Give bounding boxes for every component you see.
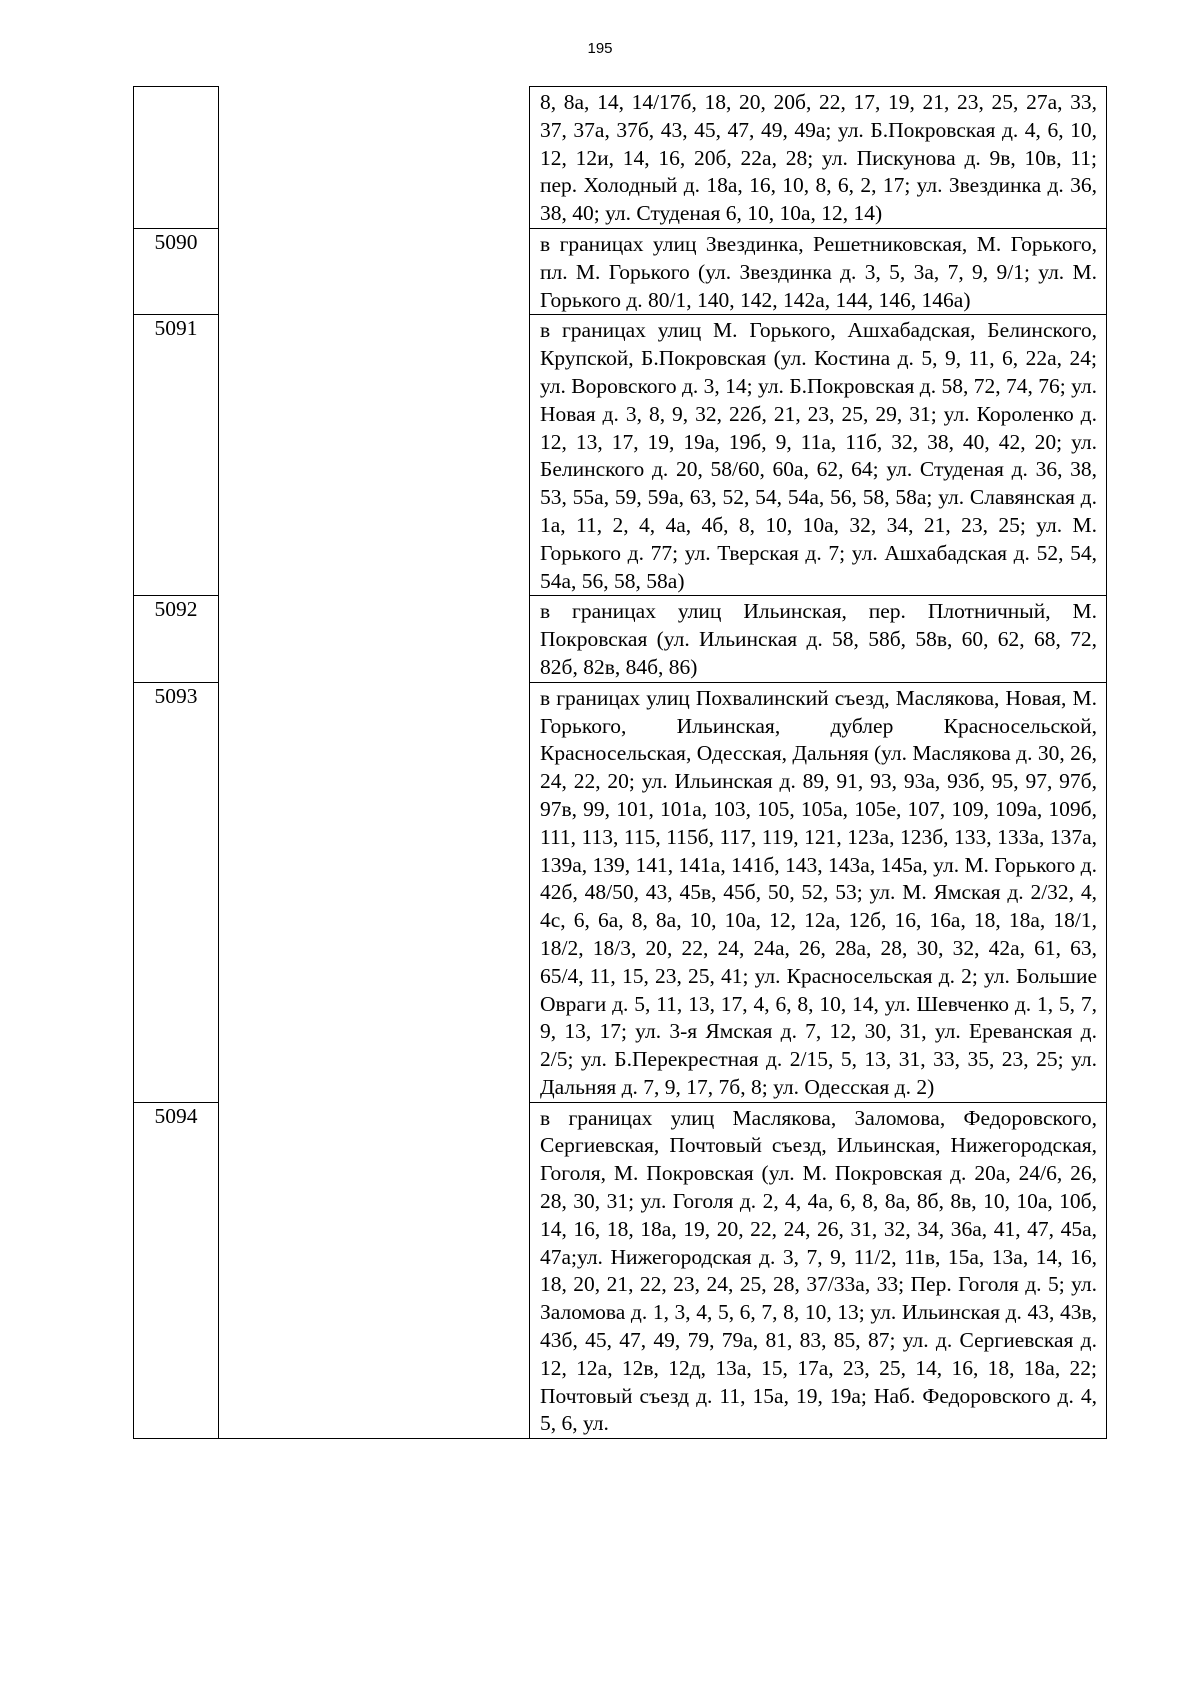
boundary-description: 8, 8а, 14, 14/17б, 18, 20, 20б, 22, 17, 19, 21, 23, 25, 27а, 33, 37, 37а, 37б, 43, 45, 47, 49, 49а; ул. Б.Покровская д. 4, 6, 10, 12, 12и, 14, 16, 20б, 22а, 28; ул. Пискунова д. 9в, 10в, 11; пер. Холодный д. 18а, 16, 10, 8, 6, 2, 17; ул. Звездинка д. 36, 38, 40; ул. Студеная 6, 10, 10а, 12, 14)	[540, 90, 1097, 226]
table-row	[134, 1102, 1107, 1439]
precinct-number: 5093	[134, 682, 219, 1102]
table-row	[134, 87, 1107, 229]
polling-station-cell	[219, 87, 530, 229]
boundary-cell	[530, 87, 1107, 229]
precinct-number: 5091	[134, 315, 219, 596]
precinct-table	[133, 86, 1107, 1439]
boundary-cell	[530, 228, 1107, 314]
boundary-description: в границах улиц Похвалинский съезд, Маслякова, Новая, М. Горького, Ильинская, дублер Красносельской, Красносельская, Одесская, Дальняя (ул. Маслякова д. 30, 26, 24, 22, 20; ул. Ильинская д. 89, 91, 93, 93а, 93б, 95, 97, 97б, 97в, 99, 101, 101а, 103, 105, 105а, 105е, 107, 109, 109а, 109б, 111, 113, 115, 115б, 117, 119, 121, 123а, 123б, 133, 133а, 137а, 139а, 139, 141, 141а, 141б, 143, 143а, 145а, ул. М. Горького д. 42б, 48/50, 43, 45в, 45б, 50, 52, 53; ул. М. Ямская д. 2/32, 4, 4с, 6, 6а, 8, 8а, 10, 10а, 12, 12а, 12б, 16, 16а, 18, 18а, 18/1, 18/2, 18/3, 20, 22, 24, 24а, 26, 28а, 28, 30, 32, 42а, 61, 63, 65/4, 11, 15, 23, 25, 41; ул. Красносельская д. 2; ул. Большие Овраги д. 5, 11, 13, 17, 4, 6, 8, 10, 14, ул. Шевченко д. 1, 5, 7, 9, 13, 17; ул. 3-я Ямская д. 7, 12, 30, 31, ул. Ереванская д. 2/5; ул. Б.Перекрестная д. 2/15, 5, 13, 31, 33, 35, 23, 25; ул. Дальняя д. 7, 9, 17, 7б, 8; ул. Одесская д. 2)	[540, 685, 1097, 1099]
boundary-description: в границах улиц Маслякова, Заломова, Федоровского, Сергиевская, Почтовый съезд, Ильинская, Нижегородская, Гоголя, М. Покровская (ул. М. Покровская д. 20а, 24/6, 26, 28, 30, 31; ул. Гоголя д. 2, 4, 4а, 6, 8, 8а, 8б, 8в, 10, 10а, 10б, 14, 16, 18, 18а, 19, 20, 22, 24, 26, 31, 32, 34, 36а, 41, 47, 45а, 47а;ул. Нижегородская д. 3, 7, 9, 11/2, 11в, 15а, 13а, 14, 16, 18, 20, 21, 22, 23, 24, 25, 28, 37/33а, 33; Пер. Гоголя д. 5; ул. Заломова д. 1, 3, 4, 5, 6, 7, 8, 10, 13; ул. Ильинская д. 43, 43в, 43б, 45, 47, 49, 79, 79а, 81, 83, 85, 87; ул. д. Сергиевская д. 12, 12а, 12в, 12д, 13а, 15, 17а, 23, 25, 14, 16, 18, 18а, 22; Почтовый съезд д. 11, 15а, 19, 19а; Наб. Федоровского д. 4, 5, 6, ул.	[540, 1105, 1097, 1436]
boundary-description: в границах улиц Ильинская, пер. Плотничный, М. Покровская (ул. Ильинская д. 58, 58б, 58в, 60, 62, 68, 72, 82б, 82в, 84б, 86)	[540, 599, 1097, 679]
page-number: 195	[587, 40, 613, 57]
table-row	[134, 228, 1107, 314]
boundary-description: в границах улиц Звездинка, Решетниковская, М. Горького, пл. М. Горького (ул. Звездинка д. 3, 5, 3а, 7, 9, 9/1; ул. М. Горького д. 80/1, 140, 142, 142а, 144, 146, 146а)	[540, 231, 1097, 312]
precinct-number: 5094	[134, 1102, 219, 1439]
boundary-cell	[530, 1102, 1107, 1439]
precinct-number: 5090	[134, 228, 219, 314]
boundary-cell	[530, 315, 1107, 596]
polling-station-cell	[219, 682, 530, 1102]
precinct-number	[134, 87, 219, 229]
polling-station-cell	[219, 315, 530, 596]
boundary-cell	[530, 682, 1107, 1102]
precinct-number: 5092	[134, 596, 219, 682]
table-row	[134, 682, 1107, 1102]
polling-station-cell	[219, 1102, 530, 1439]
polling-station-cell	[219, 596, 530, 682]
boundary-description: в границах улиц М. Горького, Ашхабадская, Белинского, Крупской, Б.Покровская (ул. Костина д. 5, 9, 11, 6, 22а, 24; ул. Воровского д. 3, 14; ул. Б.Покровская д. 58, 72, 74, 76; ул. Новая д. 3, 8, 9, 32, 22б, 21, 23, 25, 29, 31; ул. Короленко д. 12, 13, 17, 19, 19а, 19б, 9, 11а, 11б, 32, 38, 40, 42, 20; ул. Белинского д. 20, 58/60, 60а, 62, 64; ул. Студеная д. 36, 38, 53, 55а, 59, 59а, 63, 52, 54, 54а, 56, 58, 58а; ул. Славянская д. 1а, 11, 2, 4, 4а, 4б, 8, 10, 10а, 32, 34, 21, 23, 25; ул. М. Горького д. 77; ул. Тверская д. 7; ул. Ашхабадская д. 52, 54, 54а, 56, 58, 58а)	[540, 318, 1097, 593]
boundary-cell	[530, 596, 1107, 682]
polling-station-cell	[219, 228, 530, 314]
table-row	[134, 596, 1107, 682]
table-row	[134, 315, 1107, 596]
